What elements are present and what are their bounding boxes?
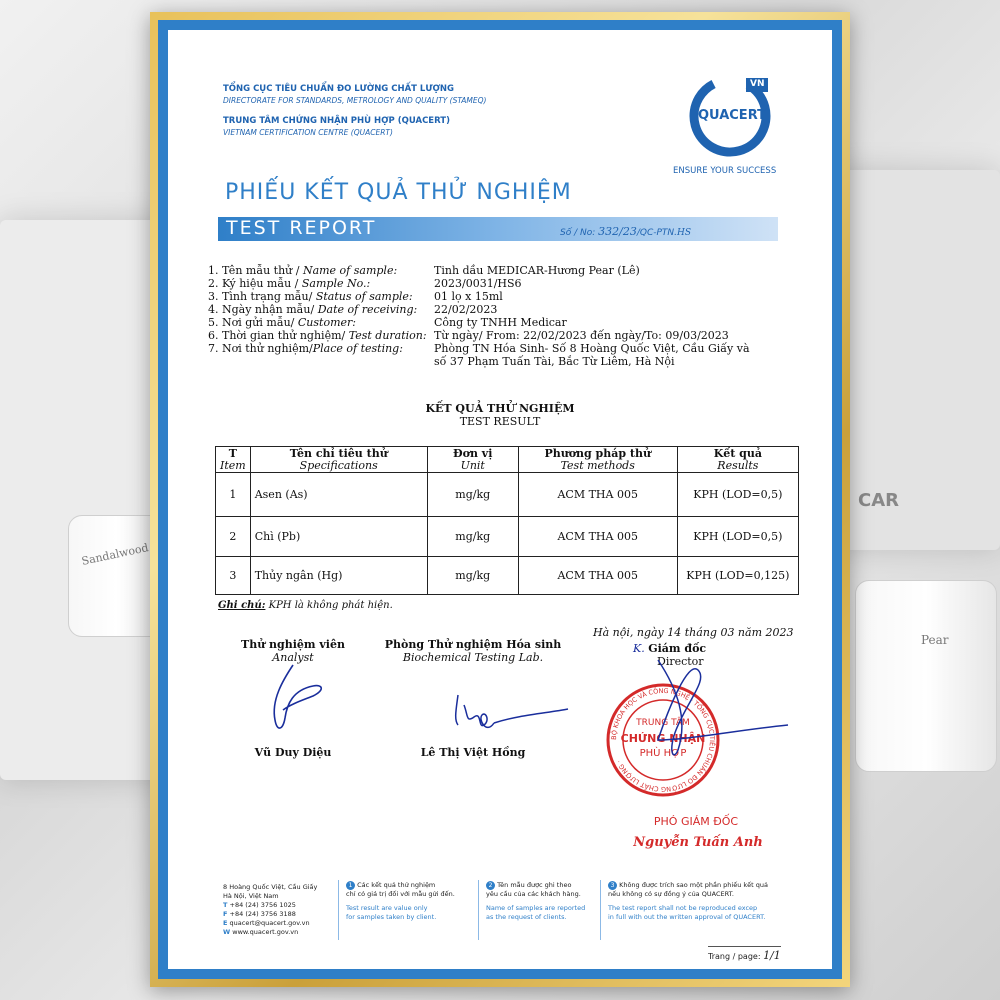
info-label-vn: Tình trạng mẫu/ <box>222 290 316 303</box>
footer-note-1: 1 Các kết quả thử nghiệm chỉ có giá trị đối với mẫu gửi đến. Test result are value only for samples taken by client. <box>346 881 455 921</box>
table-row <box>216 517 799 557</box>
report-number-suffix: /QC-PTN. <box>636 228 677 238</box>
footer-address-2: Hà Nội, Việt Nam <box>223 892 279 900</box>
col-header-unit: Đơn vị Unit <box>427 447 518 473</box>
info-num: 2. <box>208 277 219 290</box>
page-indicator <box>708 946 781 962</box>
result-title-en: TEST RESULT <box>459 415 541 428</box>
cell-unit: mg/kg <box>427 557 518 595</box>
info-num: 6. <box>208 329 219 342</box>
info-value: 22/02/2023 <box>434 303 498 316</box>
info-row <box>208 342 808 368</box>
lab-signature <box>438 685 578 740</box>
lab-title: Phòng Thử nghiệm Hóa sinh <box>384 638 562 651</box>
stamp-line-3: PHÙ HỢP <box>639 748 687 759</box>
info-label-vn: Nơi gửi mẫu/ <box>222 316 298 329</box>
table-header-row <box>216 447 799 473</box>
background-bottle-right <box>855 580 997 772</box>
analyst-title: Thử nghiệm viên <box>241 638 345 651</box>
info-label-en: Date of receiving: <box>317 303 418 316</box>
info-label-vn: Ngày nhận mẫu/ <box>222 303 318 316</box>
slogan: ENSURE YOUR SUCCESS <box>673 166 777 176</box>
result-table <box>215 446 799 595</box>
col-header-result: Kết quả Results <box>677 447 798 473</box>
info-label-vn: Nơi thử nghiệm/ <box>222 342 313 355</box>
info-row <box>208 264 808 277</box>
info-row <box>208 290 808 303</box>
background-box-right <box>830 170 1000 550</box>
analyst-name: Vũ Duy Diệu <box>254 746 332 759</box>
info-icon: 3 <box>608 881 617 890</box>
cell-unit: mg/kg <box>427 517 518 557</box>
certificate-page <box>158 20 842 979</box>
bottle-label-right: Pear <box>921 633 949 647</box>
info-num: 3. <box>208 290 219 303</box>
bottle-label: Sandalwood <box>80 541 150 568</box>
stamp-line-2: CHỨNG NHẬN <box>620 732 706 745</box>
info-icon: 2 <box>486 881 495 890</box>
info-label-vn: Thời gian thử nghiệm/ <box>222 329 349 342</box>
org-name-en: DIRECTORATE FOR STANDARDS, METROLOGY AND QUALITY (STAMEQ) <box>223 96 487 105</box>
cell-spec: Chì (Pb) <box>250 517 427 557</box>
issue-date: Hà nội, ngày 14 tháng 03 năm 2023 <box>593 626 794 639</box>
cell-method: ACM THA 005 <box>518 517 677 557</box>
lab-title-en: Biochemical Testing Lab. <box>402 651 544 664</box>
cell-result: KPH (LOD=0,125) <box>677 557 798 595</box>
footer-email: E quacert@quacert.gov.vn <box>223 919 310 927</box>
info-label-en: Name of sample: <box>302 264 398 277</box>
cell-method: ACM THA 005 <box>518 473 677 517</box>
note-text: KPH là không phát hiện. <box>268 600 393 611</box>
info-label-en: Customer: <box>297 316 356 329</box>
info-icon: 1 <box>346 881 355 890</box>
footer-divider <box>600 880 601 940</box>
info-row <box>208 316 808 329</box>
info-value: Phòng TN Hóa Sinh- Số 8 Hoàng Quốc Việt, Cầu Giấy và <box>434 342 750 355</box>
sample-info <box>208 264 808 368</box>
stamp-line-1: TRUNG TÂM <box>636 718 690 728</box>
cell-spec: Thủy ngân (Hg) <box>250 557 427 595</box>
centre-name-vn: TRUNG TÂM CHỨNG NHẬN PHÙ HỢP (QUACERT) <box>223 116 450 126</box>
report-number <box>560 225 691 238</box>
cell-result: KPH (LOD=0,5) <box>677 517 798 557</box>
quacert-logo <box>688 68 778 158</box>
footer-divider <box>338 880 339 940</box>
lab-block <box>373 638 573 664</box>
analyst-title-en: Analyst <box>272 651 314 664</box>
director-title-en: Director <box>657 655 704 668</box>
footer-contact <box>223 883 343 937</box>
centre-name-en: VIETNAM CERTIFICATION CENTRE (QUACERT) <box>223 128 393 137</box>
gold-frame <box>150 12 850 987</box>
lab-name: Lê Thị Việt Hồng <box>420 746 526 759</box>
cell-method: ACM THA 005 <box>518 557 677 595</box>
col-header-method: Phương pháp thử Test methods <box>518 447 677 473</box>
report-title-vn: PHIẾU KẾT QUẢ THỬ NGHIỆM <box>225 180 572 205</box>
footer-note-3: 3 Không được trích sao một phần phiếu kết quả nếu không có sự đồng ý của QUACERT. The test report shall not be reproduced excep in full with out the written approval of QUACERT. <box>608 881 768 921</box>
info-label-vn: Ký hiệu mẫu / <box>222 277 302 290</box>
cell-item: 1 <box>216 473 251 517</box>
report-number-value: 332/23 <box>598 225 637 238</box>
info-label-en: Test duration: <box>348 329 427 342</box>
info-row <box>208 303 808 316</box>
info-num: 4. <box>208 303 219 316</box>
footer-web: W www.quacert.gov.vn <box>223 928 299 936</box>
result-title-vn: KẾT QUẢ THỬ NGHIỆM <box>425 402 575 415</box>
logo-text: QUACERT <box>698 108 766 123</box>
report-number-hand: HS <box>677 228 692 238</box>
cell-item: 3 <box>216 557 251 595</box>
info-value: Công ty TNHH Medicar <box>434 316 567 329</box>
footer-divider <box>478 880 479 940</box>
table-row <box>216 557 799 595</box>
deputy-name: Nguyễn Tuấn Anh <box>633 835 763 850</box>
info-value: Tinh dầu MEDICAR-Hương Pear (Lê) <box>434 264 640 277</box>
deputy-title: PHÓ GIÁM ĐỐC <box>653 815 739 828</box>
director-signature <box>618 630 808 780</box>
info-label-en: Status of sample: <box>315 290 413 303</box>
footer-note-2: 2 Tên mẫu được ghi theo yêu cầu của các khách hàng. Name of samples are reported as the request of clients. <box>486 881 586 921</box>
table-row <box>216 473 799 517</box>
info-value: 2023/0031/HS6 <box>434 277 522 290</box>
footer-tel: T +84 (24) 3756 1025 <box>223 901 296 909</box>
page-value: 1/1 <box>763 949 781 962</box>
info-num: 1. <box>208 264 219 277</box>
cell-spec: Asen (As) <box>250 473 427 517</box>
logo-vn: VN <box>750 79 765 89</box>
info-value: Từ ngày/ From: 22/02/2023 đến ngày/To: 09/03/2023 <box>434 329 729 342</box>
info-row <box>208 277 808 290</box>
info-value-line2: số 37 Phạm Tuấn Tài, Bắc Từ Liêm, Hà Nội <box>434 355 675 368</box>
col-header-spec: Tên chỉ tiêu thử Specifications <box>250 447 427 473</box>
info-value: 01 lọ x 15ml <box>434 290 503 303</box>
info-label-en: Place of testing: <box>312 342 403 355</box>
page-label: Trang / page: <box>708 952 761 961</box>
director-prefix: K. <box>633 642 645 655</box>
info-label-en: Sample No.: <box>301 277 371 290</box>
info-row <box>208 329 808 342</box>
org-name-vn: TỔNG CỤC TIÊU CHUẨN ĐO LƯỜNG CHẤT LƯỢNG <box>223 84 454 94</box>
box-brand: CAR <box>858 490 900 511</box>
note-label: Ghi chú: <box>218 600 266 611</box>
info-num: 5. <box>208 316 219 329</box>
cell-result: KPH (LOD=0,5) <box>677 473 798 517</box>
director-title: Giám đốc <box>648 642 707 655</box>
cell-item: 2 <box>216 517 251 557</box>
report-number-label: Số / No: <box>560 228 596 238</box>
info-num: 7. <box>208 342 219 355</box>
footer-fax: F +84 (24) 3756 3188 <box>223 910 296 918</box>
analyst-signature <box>253 660 343 740</box>
cell-unit: mg/kg <box>427 473 518 517</box>
footer-address-1: 8 Hoàng Quốc Việt, Cầu Giấy <box>223 883 318 891</box>
note <box>218 600 393 611</box>
report-title-en: TEST REPORT <box>226 217 377 239</box>
info-label-vn: Tên mẫu thử / <box>222 264 303 277</box>
col-header-item: T Item <box>216 447 251 473</box>
stamp-outer-text: BỘ KHOA HỌC VÀ CÔNG NGHỆ · TỔNG CỤC TIÊU CHUẨN ĐO LƯỜNG CHẤT LƯỢNG · <box>609 686 717 794</box>
